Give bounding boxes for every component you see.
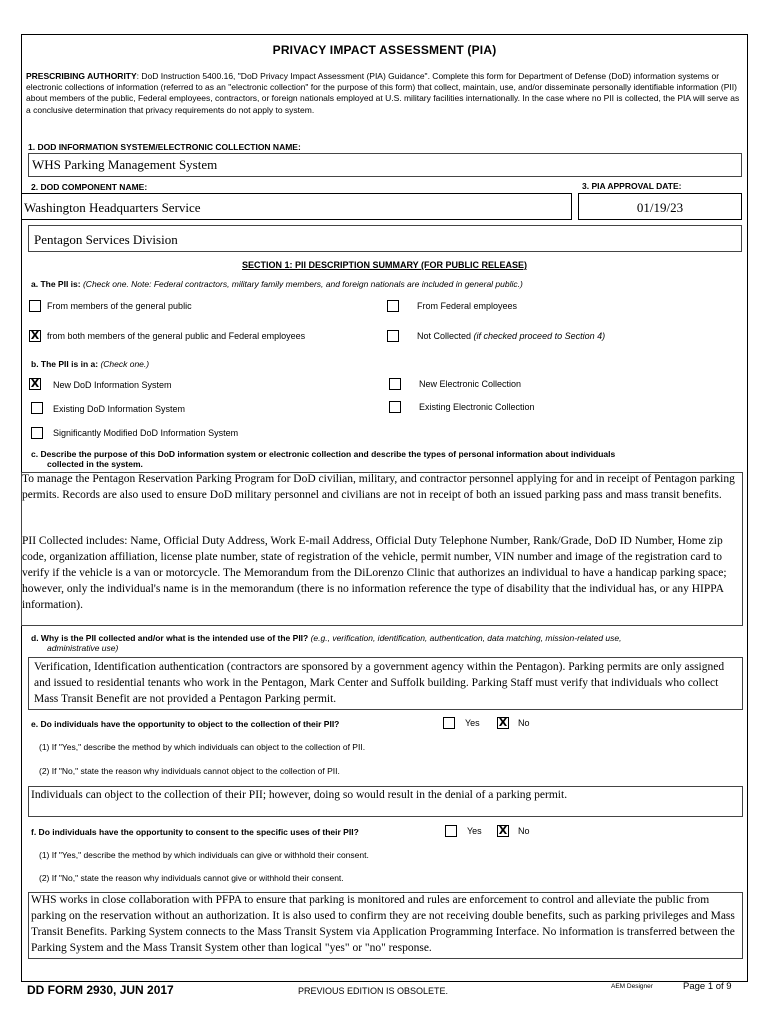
question-d-note-2: administrative use) [47, 643, 119, 653]
consent-answer-textarea[interactable] [28, 892, 743, 959]
label-new-electronic-collection: New Electronic Collection [419, 379, 522, 389]
checkbox-both-public-federal[interactable]: X [30, 329, 40, 342]
system-name-value: WHS Parking Management System [32, 157, 218, 172]
purpose-paragraph-2: PII Collected includes: Name, Official Duty Address, Work E-mail Address, Official Duty Telephone Number, Rank/Grade, DoD ID Number, Home zip code, organization affiliation, license plate number, state of registration of the vehicle, permit number, VIN number and image of the registration card to verify if the vehicle is a van or motorcycle. The Memorandum from the DiLorenzo Clinic that authorizes an individual to have a handicap parking space; however, only the individual's name is in the memorandum (there is no information reference the type of disability that the individual has, or any HIPPA information). [22, 535, 727, 611]
checkbox-new-electronic-collection[interactable] [389, 378, 401, 390]
q1-label: 1. DOD INFORMATION SYSTEM/ELECTRONIC COLLECTION NAME: [28, 142, 301, 152]
section1-heading: SECTION 1: PII DESCRIPTION SUMMARY (FOR PUBLIC RELEASE) [241, 260, 528, 270]
component-name-value: Washington Headquarters Service [24, 200, 201, 215]
label-e-yes: Yes [465, 718, 480, 728]
label-federal-employees: From Federal employees [417, 301, 518, 311]
q3-label: 3. PIA APPROVAL DATE: [582, 181, 682, 191]
question-a [31, 279, 523, 289]
authority-text: : DoD Instruction 5400.16, "DoD Privacy Impact Assessment (PIA) Guidance". Complete this form for Department of Defense (DoD) information systems or electronic collections of information (referred to as an "electronic collection" for the purpose of this form) that collect, maintain, use, and/or disseminate personally identifiable information (PII) about members of the public, Federal employees, contractors, or foreign nationals employed at U.S. military facilities internationally. In the case where no PII is collected, the PIA will serve as a conclusive determination that privacy requirements do not apply to system. [26, 71, 740, 115]
question-b [31, 359, 149, 369]
checkbox-e-yes[interactable] [443, 717, 455, 729]
sub-component-field[interactable] [28, 225, 742, 252]
approval-date-value: 01/19/23 [636, 200, 684, 215]
label-significantly-modified: Significantly Modified DoD Information System [53, 428, 239, 438]
question-b-note: (Check one.) [98, 359, 150, 369]
question-b-label: b. The PII is in a: [31, 359, 99, 369]
q2-label: 2. DOD COMPONENT NAME: [31, 182, 148, 192]
question-c-line1: c. Describe the purpose of this DoD information system or electronic collection and describe the types of personal information about individuals [31, 449, 616, 459]
question-e-sub2: (2) If "No," state the reason why individuals cannot object to the collection of PII. [39, 766, 340, 776]
label-not-collected-note: (if checked proceed to Section 4) [471, 331, 606, 341]
checkbox-f-yes[interactable] [445, 825, 457, 837]
checkbox-new-dod-system[interactable]: X [30, 377, 40, 390]
label-f-no: No [518, 826, 530, 836]
form-title: PRIVACY IMPACT ASSESSMENT (PIA) [272, 43, 497, 57]
question-d-label: d. Why is the PII collected and/or what is the intended use of the PII? [31, 633, 309, 643]
prescribing-authority [26, 71, 741, 116]
checkbox-f-no[interactable]: X [498, 824, 508, 837]
form-page [21, 34, 748, 982]
question-a-note: (Check one. Note: Federal contractors, military family members, and foreign nationals are included in general public.) [80, 279, 523, 289]
intended-use-answer: Verification, Identification authentication (contractors are sponsored by a government agency within the Pentagon). Parking permits are only assigned and issued to residential tenants who work in the Pentagon, Mark Center and Suffolk building. Parking Staff must verify that individuals who collect Mass Transit Benefit are not provided a Pentagon Parking permit. [34, 661, 725, 705]
label-e-no: No [518, 718, 530, 728]
question-d [31, 633, 743, 653]
checkbox-existing-dod-system[interactable] [31, 402, 43, 414]
question-d-note-1: (e.g., verification, identification, authentication, data matching, mission-related use, [308, 633, 622, 643]
question-c-line2: collected in the system. [47, 459, 143, 469]
question-f-sub2: (2) If "No," state the reason why individuals cannot give or withhold their consent. [39, 873, 344, 883]
question-e-label: e. Do individuals have the opportunity to object to the collection of their PII? [31, 719, 340, 729]
purpose-paragraph-1: To manage the Pentagon Reservation Parking Program for DoD civilian, military, and contractor personnel applying for and in receipt of Pentagon parking permits. Records are also used to ensure DoD military personnel and civilians are not in receipt of both an issued parking pass and mass transit benefits. [22, 473, 735, 501]
label-existing-dod-system: Existing DoD Information System [53, 404, 186, 414]
checkbox-general-public[interactable] [29, 300, 41, 312]
checkbox-e-no[interactable]: X [498, 716, 508, 729]
label-both-public-federal: from both members of the general public and Federal employees [47, 331, 306, 341]
label-not-collected-text: Not Collected [417, 331, 472, 341]
system-name-field[interactable] [28, 153, 742, 177]
purpose-textarea[interactable] [21, 472, 743, 626]
intended-use-textarea[interactable] [28, 657, 743, 710]
object-answer-textarea[interactable] [28, 786, 743, 817]
question-c-label [31, 449, 743, 469]
label-f-yes: Yes [467, 826, 482, 836]
label-not-collected [417, 331, 605, 341]
approval-date-field[interactable] [578, 193, 742, 220]
page-number: Page 1 of 9 [683, 981, 732, 992]
authority-label: PRESCRIBING AUTHORITY [26, 71, 137, 81]
label-new-dod-system: New DoD Information System [53, 380, 172, 390]
checkbox-significantly-modified[interactable] [31, 427, 43, 439]
question-e-sub1: (1) If "Yes," describe the method by which individuals can object to the collection of PII. [39, 742, 366, 752]
checkbox-federal-employees[interactable] [387, 300, 399, 312]
question-a-label: a. The PII is: [31, 279, 81, 289]
question-f-label: f. Do individuals have the opportunity to consent to the specific uses of their PII? [31, 827, 359, 837]
obsolete-note: PREVIOUS EDITION IS OBSOLETE. [298, 986, 449, 996]
label-existing-electronic-collection: Existing Electronic Collection [419, 402, 535, 412]
question-f-sub1: (1) If "Yes," describe the method by which individuals can give or withhold their consent. [39, 850, 369, 860]
sub-component-value: Pentagon Services Division [34, 232, 178, 247]
label-general-public: From members of the general public [47, 301, 192, 311]
object-answer: Individuals can object to the collection of their PII; however, doing so would result in the denial of a parking permit. [31, 789, 568, 801]
checkbox-not-collected[interactable] [387, 330, 399, 342]
consent-answer: WHS works in close collaboration with PFPA to ensure that parking is monitored and rules are enforcement to control and alleviate the public from parking on the reservation without an authorization. It is also used to confirm they are not receiving double benefits, such as parking privileges and Mass Transit Benefits. Parking System connects to the Mass Transit System via Application Programming Interface. No information is transferred between the Parking System and the Mass Transit System other than logical "yes" or "no" response. [31, 894, 735, 954]
form-id: DD FORM 2930, JUN 2017 [27, 983, 174, 997]
checkbox-existing-electronic-collection[interactable] [389, 401, 401, 413]
component-name-field[interactable] [22, 193, 572, 220]
aem-designer: AEM Designer [611, 983, 653, 990]
